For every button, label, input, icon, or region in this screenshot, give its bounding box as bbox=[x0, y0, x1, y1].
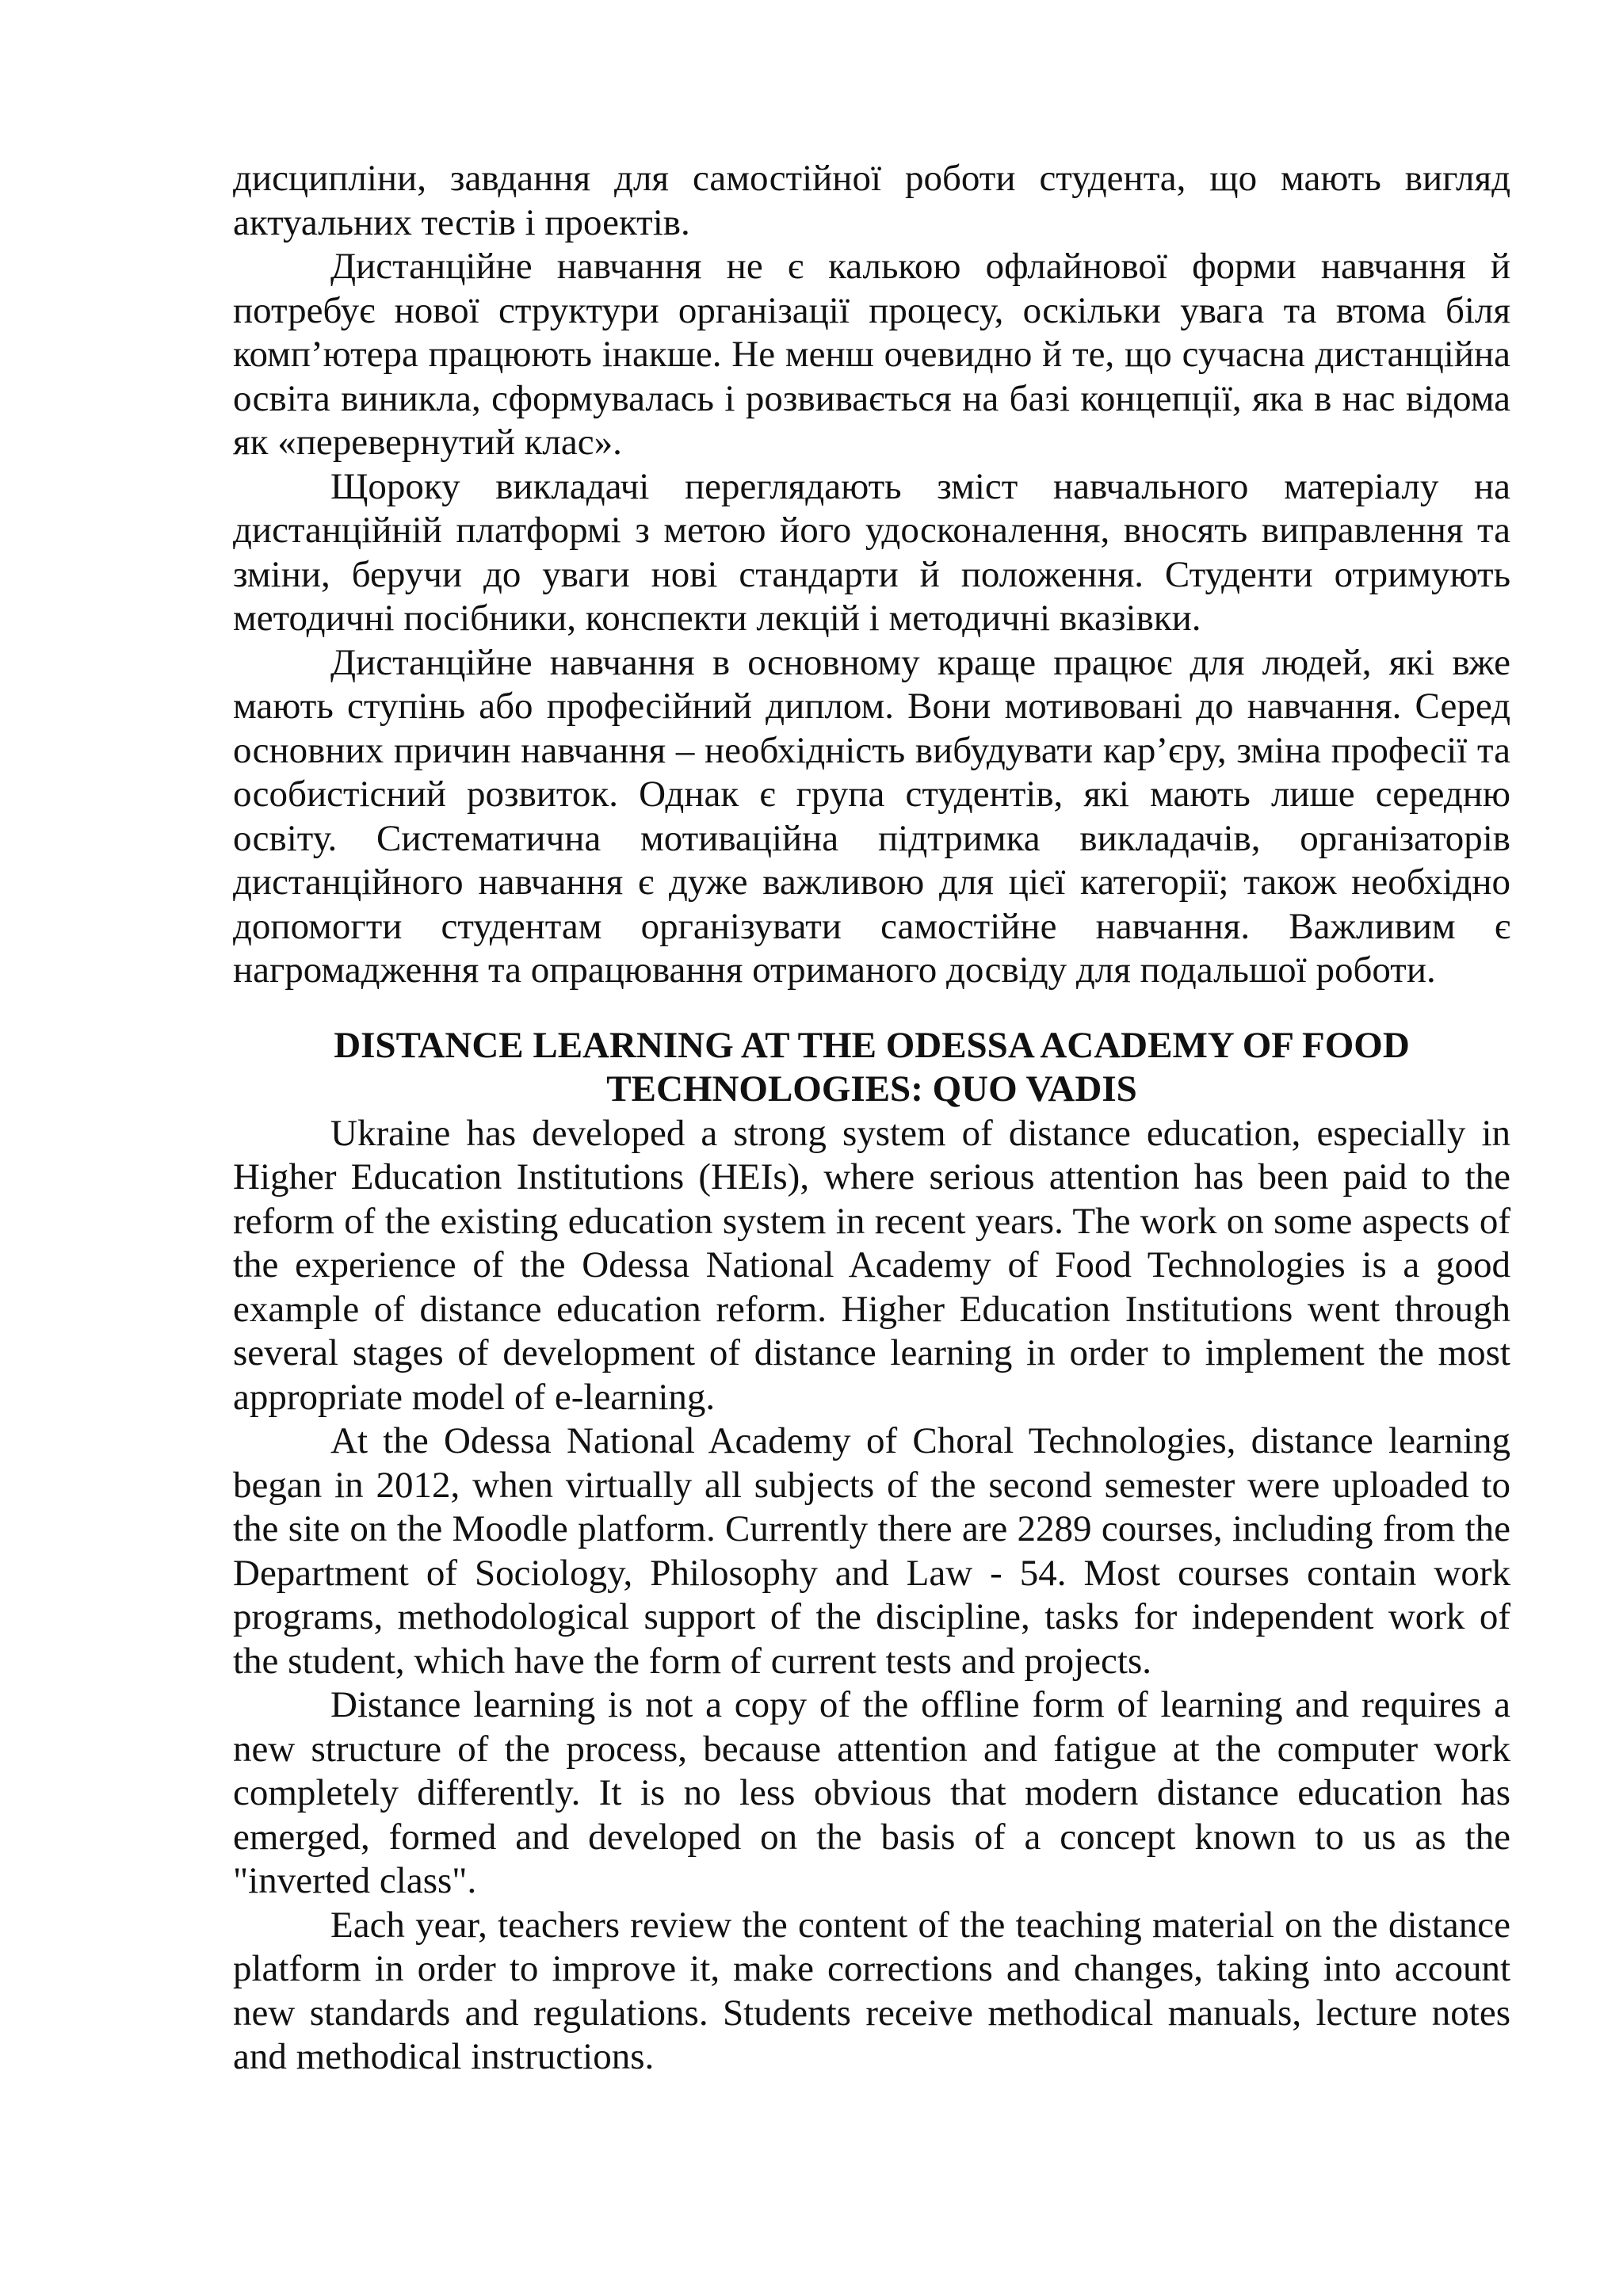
section-heading-line-1: DISTANCE LEARNING AT THE ODESSA ACADEMY OF FOOD bbox=[334, 1024, 1410, 1066]
section-heading bbox=[233, 1024, 1510, 1112]
paragraph-en-4: Each year, teachers review the content of the teaching material on the distance platform in order to improve it, make corrections and changes, taking into account new standards and regulations. Students receive methodical manuals, lecture notes and methodical instructions. bbox=[233, 1904, 1510, 2077]
paragraph-uk-1: дисципліни, завдання для самостійної роботи студента, що мають вигляд актуальних тестів і проектів. bbox=[233, 158, 1510, 243]
paragraph-uk-2: Дистанційне навчання не є калькою офлайнової форми навчання й потребує нової структури організації процесу, оскільки увага та втома біля комп’ютера працюють інакше. Не менш очевидно й те, що сучасна дистанційна освіта виникла, сформувалась і розвивається на базі концепції, яка в нас відома як «перевернутий клас». bbox=[233, 246, 1510, 463]
paragraph-en-1: Ukraine has developed a strong system of distance education, especially in Higher Education Institutions (HEIs), where serious attention has been paid to the reform of the existing education system in recent years. The work on some aspects of the experience of the Odessa National Academy of Food Technologies is a good example of distance education reform. Higher Education Institutions went through several stages of development of distance learning in order to implement the most appropriate model of e-learning. bbox=[233, 1112, 1510, 1418]
paragraph-en-2: At the Odessa National Academy of Choral Technologies, distance learning began in 2012, when virtually all subjects of the second semester were uploaded to the site on the Moodle platform. Currently there are 2289 courses, including from the Department of Sociology, Philosophy and Law - 54. Most courses contain work programs, methodological support of the discipline, tasks for independent work of the student, which have the form of current tests and projects. bbox=[233, 1420, 1510, 1682]
paragraph-en-3: Distance learning is not a copy of the offline form of learning and requires a new structure of the process, because attention and fatigue at the computer work completely differently. It is no less obvious that modern distance education has emerged, formed and developed on the basis of a concept known to us as the "inverted class". bbox=[233, 1684, 1510, 1901]
section-heading-line-2: TECHNOLOGIES: QUO VADIS bbox=[606, 1068, 1137, 1110]
paragraph-uk-4: Дистанційне навчання в основному краще працює для людей, які вже мають ступінь або професійний диплом. Вони мотивовані до навчання. Серед основних причин навчання – необхідність вибудувати кар’єру, зміна професії та особистісний розвиток. Однак є група студентів, які мають лише середню освіту. Систематична мотиваційна підтримка викладачів, організаторів дистанційного навчання є дуже важливою для цієї категорії; також необхідно допомогти студентам організувати самостійне навчання. Важливим є нагромадження та опрацювання отриманого досвіду для подальшої роботи. bbox=[233, 641, 1510, 991]
document-page bbox=[233, 157, 1510, 2080]
paragraph-uk-3: Щороку викладачі переглядають зміст навчального матеріалу на дистанційній платформі з метою його удосконалення, вносять виправлення та зміни, беручи до уваги нові стандарти й положення. Студенти отримують методичні посібники, конспекти лекцій і методичні вказівки. bbox=[233, 465, 1510, 639]
